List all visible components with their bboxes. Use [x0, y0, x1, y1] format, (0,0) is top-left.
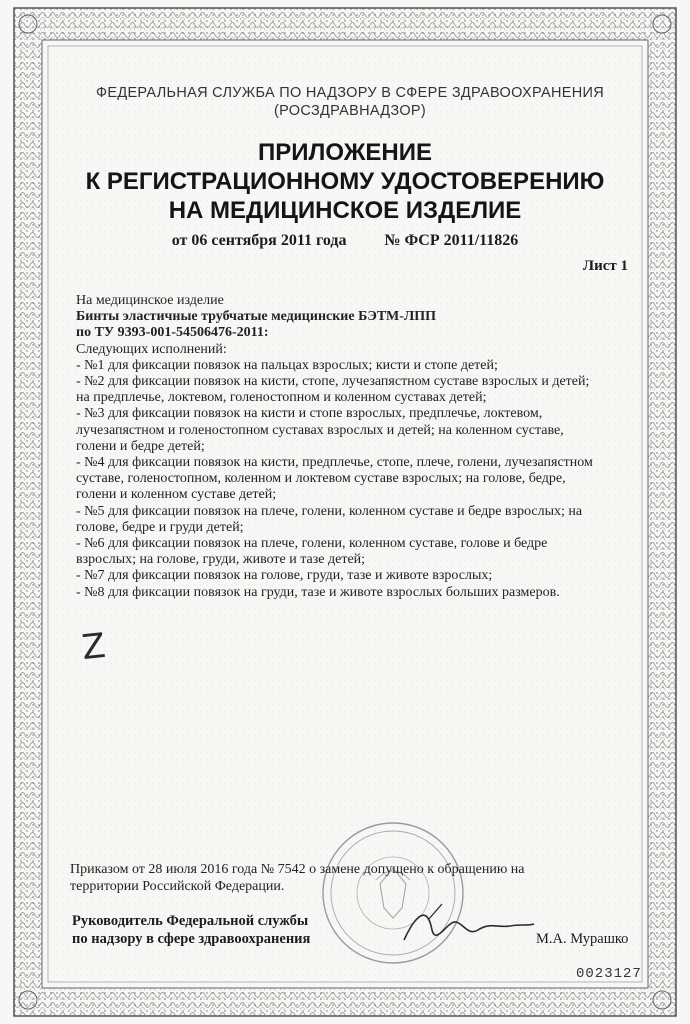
- agency-abbreviation: (РОСЗДРАВНАДЗОР): [273, 103, 426, 119]
- variant-line: голени и коленном суставе детей;: [76, 487, 277, 503]
- variant-line: - №1 для фиксации повязок на пальцах взрослых; кисти и стопе детей;: [76, 357, 498, 373]
- product-name: Бинты эластичные трубчатые медицинские БЭТМ-ЛПП: [76, 309, 437, 325]
- title-line-2: К РЕГИСТРАЦИОННОМУ УДОСТОВЕРЕНИЮ: [85, 168, 605, 195]
- variants-label: Следующих исполнений:: [76, 341, 227, 357]
- variant-line: - №5 для фиксации повязок на плече, голени, коленном суставе и бедре взрослых; на: [76, 503, 583, 519]
- intro-text: На медицинское изделие: [76, 293, 224, 308]
- title-line-1: ПРИЛОЖЕНИЕ: [258, 139, 432, 166]
- agency-name: ФЕДЕРАЛЬНАЯ СЛУЖБА ПО НАДЗОРУ В СФЕРЕ ЗДРАВООХРАНЕНИЯ: [96, 85, 604, 101]
- document-title: [40, 138, 650, 225]
- variant-line: голове, бедре и груди детей;: [76, 519, 244, 535]
- signatory-title-line-2: по надзору в сфере здравоохранения: [72, 931, 311, 947]
- title-line-3: НА МЕДИЦИНСКОЕ ИЗДЕЛИЕ: [168, 197, 522, 224]
- variant-line: - №2 для фиксации повязок на кисти, стопе, лучезапястном суставе взрослых и детей;: [76, 374, 590, 390]
- variant-line: - №8 для фиксации повязок на груди, тазе и животе взрослых больших размеров.: [76, 584, 560, 600]
- issuing-agency: [60, 84, 640, 120]
- signatory-name: М.А. Мурашко: [536, 931, 629, 947]
- registration-number: № ФСР 2011/11826: [384, 232, 519, 249]
- variant-line: - №4 для фиксации повязок на кисти, предплечье, стопе, плече, голени, лучезапястном: [76, 455, 593, 471]
- registration-date: от 06 сентября 2011 года: [171, 232, 347, 249]
- variant-line: голени и бедре детей;: [76, 438, 205, 454]
- serial-number: 0023127: [576, 966, 642, 982]
- document-body: [76, 293, 636, 601]
- variant-line: лучезапястном и голеностопном суставах взрослых и детей; на коленном суставе,: [76, 422, 564, 438]
- order-note: [70, 861, 650, 895]
- sheet-number: Лист 1: [582, 258, 628, 274]
- handwritten-signature: [398, 900, 538, 950]
- product-spec: по ТУ 9393-001-54506476-2011:: [76, 325, 269, 341]
- variant-line: суставе, голеностопном, коленном и локтевом суставе взрослых; на голове, бедре,: [76, 471, 566, 487]
- variant-line: - №3 для фиксации повязок на кисти и стопе взрослых, предплечье, локтевом,: [76, 406, 543, 422]
- handwritten-mark: Z: [79, 625, 108, 669]
- order-line-2: территории Российской Федерации.: [70, 879, 285, 894]
- variant-line: - №6 для фиксации повязок на плече, голени, коленном суставе, голове и бедре: [76, 536, 548, 552]
- order-line-1: Приказом от 28 июля 2016 года № 7542 о замене допущено к обращению на: [70, 862, 525, 877]
- registration-dateline: [40, 232, 650, 250]
- variant-line: - №7 для фиксации повязок на голове, груди, тазе и животе взрослых;: [76, 568, 493, 584]
- signatory-title-line-1: Руководитель Федеральной службы: [72, 913, 309, 929]
- variant-line: на предплечье, локтевом, голеностопном и коленном суставах детей;: [76, 390, 487, 406]
- variant-line: взрослых; на голове, груди, животе и тазе детей;: [76, 552, 366, 568]
